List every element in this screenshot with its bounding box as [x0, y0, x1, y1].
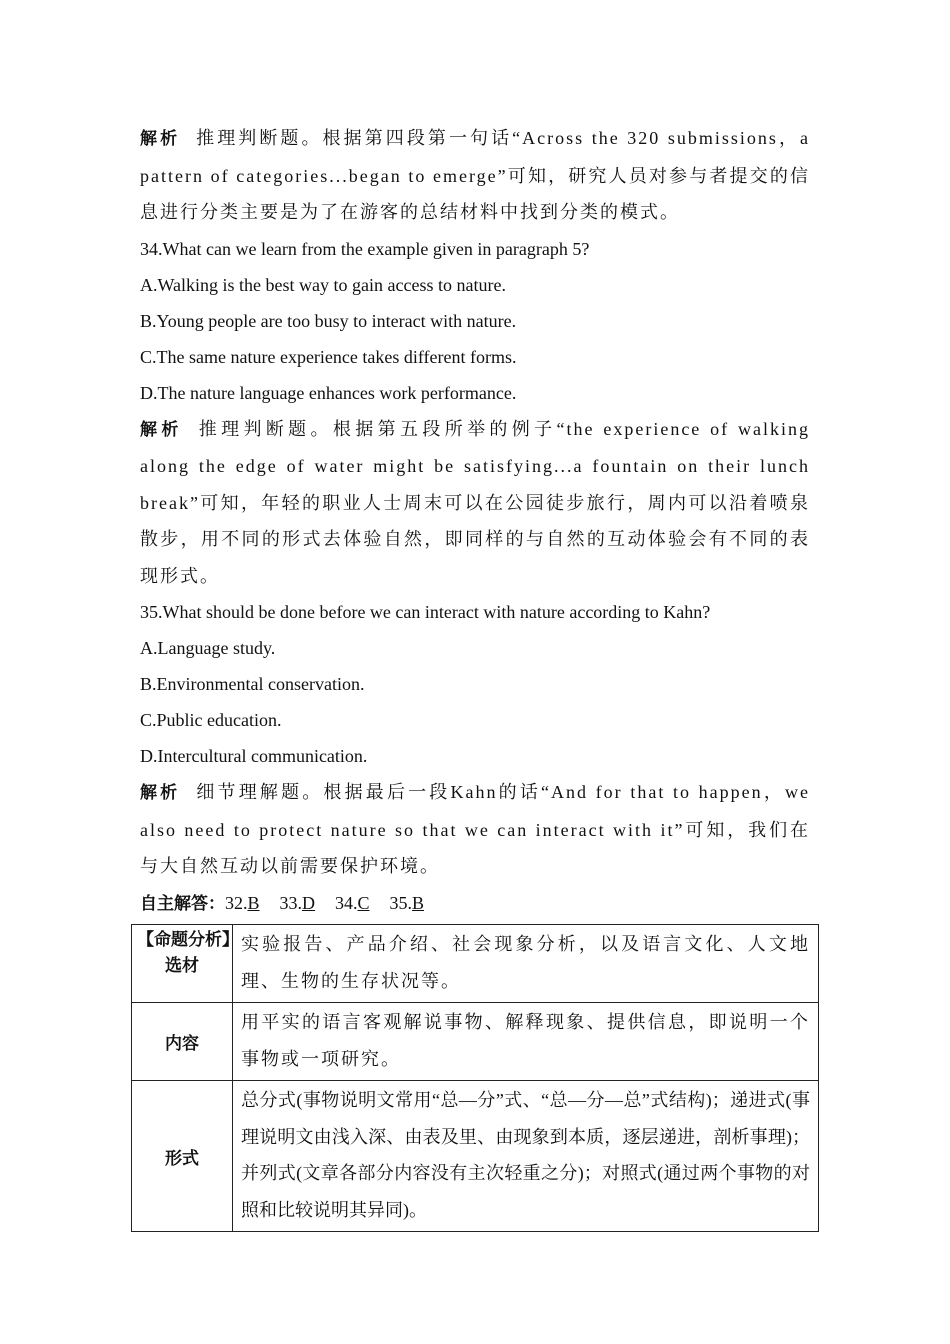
answer-key-title: 自主解答：	[140, 893, 225, 914]
answer-key	[140, 885, 810, 922]
answer-35: 35.B	[389, 892, 425, 913]
table-row	[132, 925, 819, 1003]
q34-option-a: A.Walking is the best way to gain access to nature.	[140, 274, 506, 295]
q35-option-d: D.Intercultural communication.	[140, 746, 368, 766]
analysis-label: 解析	[140, 783, 181, 803]
q35-option-a: A.Language study.	[140, 638, 276, 658]
q34-analysis	[140, 411, 810, 595]
row-header: 内容	[132, 1003, 233, 1081]
table-row	[132, 1003, 819, 1081]
row-content: 用平实的语言客观解说事物、解释现象、提供信息，即说明一个事物或一项研究。	[233, 1003, 819, 1081]
q35-option-c: C.Public education.	[140, 710, 282, 730]
q34-question: 34.What can we learn from the example given in paragraph 5?	[140, 238, 590, 259]
row-content: 实验报告、产品介绍、社会现象分析，以及语言文化、人文地理、生物的生存状况等。	[233, 925, 819, 1003]
q35-analysis	[140, 774, 810, 885]
q34-option-d: D.The nature language enhances work performance.	[140, 382, 517, 403]
q35-question: 35.What should be done before we can interact with nature according to Kahn?	[140, 602, 711, 622]
answer-33: 33.D	[279, 892, 316, 913]
answer-32: 32.B	[225, 892, 260, 913]
row-header: 形式	[132, 1081, 233, 1232]
answer-34: 34.C	[335, 892, 370, 913]
analysis-label: 解析	[140, 129, 181, 149]
analysis-label: 解析	[140, 419, 183, 440]
document-body	[137, 120, 811, 958]
analysis-text: 细节理解题。根据最后一段Kahn的话“And for that to happen，we also need to protect nature so that we can interact with it”可知，我们在与大自然互动以前需要保护环境。	[140, 782, 810, 876]
table-row	[132, 1081, 819, 1232]
q34-option-b: B.Young people are too busy to interact with nature.	[140, 310, 517, 331]
analysis-text: 推理判断题。根据第五段所举的例子“the experience of walking along the edge of water might be satisfying...a fountain on their lunch break”可知，年轻的职业人士周末可以在公园徒步旅行，周内可以沿着喷泉散步，用不同的形式去体验自然，即同样的与自然的互动体验会有不同的表现形式。	[140, 418, 811, 586]
q35-option-b: B.Environmental conservation.	[140, 674, 365, 694]
q33-analysis	[140, 120, 810, 231]
row-header: 选材	[132, 925, 233, 1003]
q34-option-c: C.The same nature experience takes different forms.	[140, 346, 517, 367]
analysis-table	[131, 924, 819, 1232]
row-content: 总分式(事物说明文常用“总—分”式、“总—分—总”式结构)；递进式(事理说明文由浅入深、由表及里、由现象到本质，逐层递进，剖析事理)；并列式(文章各部分内容没有主次轻重之分)；对照式(通过两个事物的对照和比较说明其异同)。	[233, 1081, 819, 1232]
analysis-text: 推理判断题。根据第四段第一句话“Across the 320 submissions，a pattern of categories...began to emerge”可知，研究人员对参与者提交的信息进行分类主要是为了在游客的总结材料中找到分类的模式。	[140, 128, 811, 222]
section-title: 【命题分析】	[137, 929, 239, 950]
